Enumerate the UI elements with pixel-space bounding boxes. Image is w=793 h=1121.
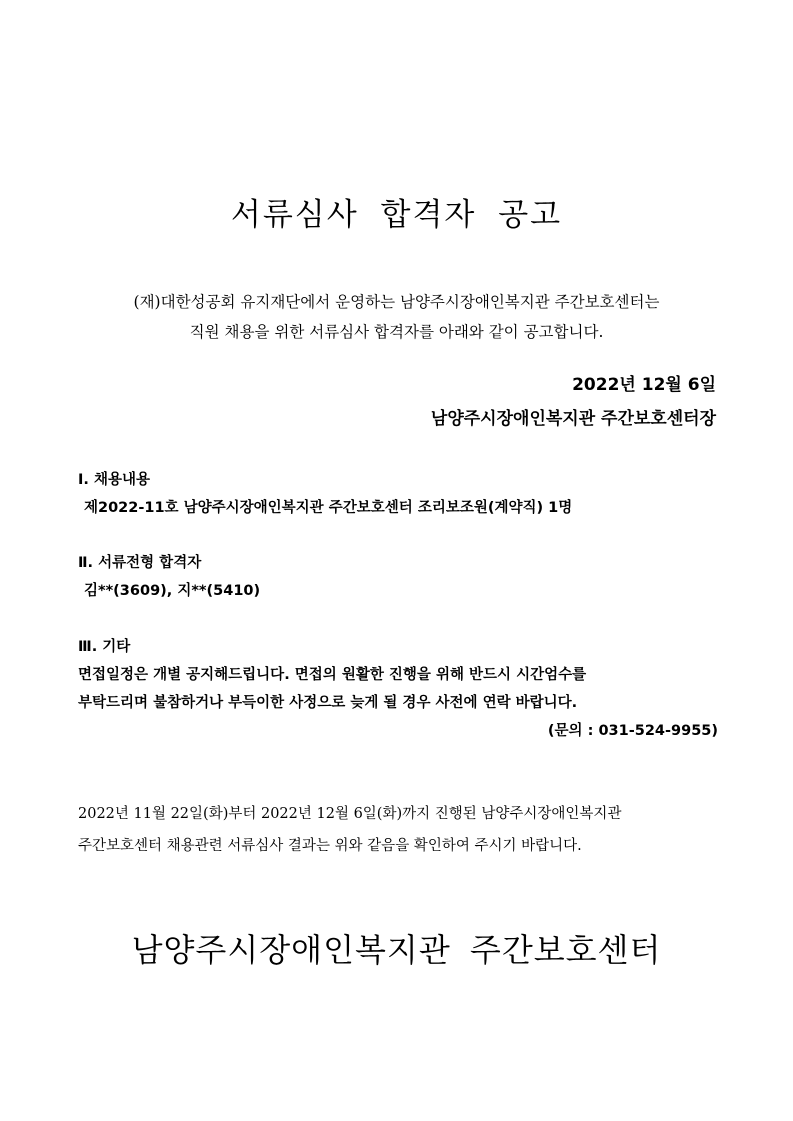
section-passed-applicants xyxy=(78,549,260,605)
closing-line-2: 주간보호센터 채용관련 서류심사 결과는 위와 같음을 확인하여 주시기 바랍니다. xyxy=(78,838,582,854)
intro-line-2: 직원 채용을 위한 서류심사 합격자를 아래와 같이 공고합니다. xyxy=(189,323,604,341)
section-body-line-2: 부탁드리며 불참하거나 부득이한 사정으로 늦게 될 경우 사전에 연락 바랍니다. xyxy=(78,695,578,711)
section-heading: Ⅱ. 서류전형 합격자 xyxy=(78,555,202,571)
section-body-line-1: 면접일정은 개별 공지해드립니다. 면접의 원활한 진행을 위해 반드시 시간엄수를 xyxy=(78,667,587,683)
document-title: 서류심사 합격자 공고 xyxy=(230,196,563,233)
closing-paragraph xyxy=(78,798,718,862)
intro-paragraph xyxy=(40,287,753,347)
section-heading: Ⅰ. 채용내용 xyxy=(78,472,150,488)
section-body: 김**(3609), 지**(5410) xyxy=(84,583,261,599)
organization-name: 남양주시장애인복지관 주간보호센터 xyxy=(131,931,662,969)
section-body: 제2022-11호 남양주시장애인복지관 주간보호센터 조리보조원(계약직) 1명 xyxy=(84,500,573,516)
issuer: 남양주시장애인복지관 주간보호센터장 xyxy=(430,409,716,429)
section-other xyxy=(78,633,718,745)
contact-info: (문의 : 031-524-9955) xyxy=(547,723,718,739)
closing-line-1: 2022년 11월 22일(화)부터 2022년 12월 6일(화)까지 진행된 남양주시장애인복지관 xyxy=(78,806,622,822)
notice-date: 2022년 12월 6일 xyxy=(572,375,716,395)
intro-line-1: (재)대한성공회 유지재단에서 운영하는 남양주시장애인복지관 주간보호센터는 xyxy=(133,293,660,311)
date-block xyxy=(431,368,716,436)
section-recruitment xyxy=(78,466,572,522)
section-heading: Ⅲ. 기타 xyxy=(78,639,131,655)
